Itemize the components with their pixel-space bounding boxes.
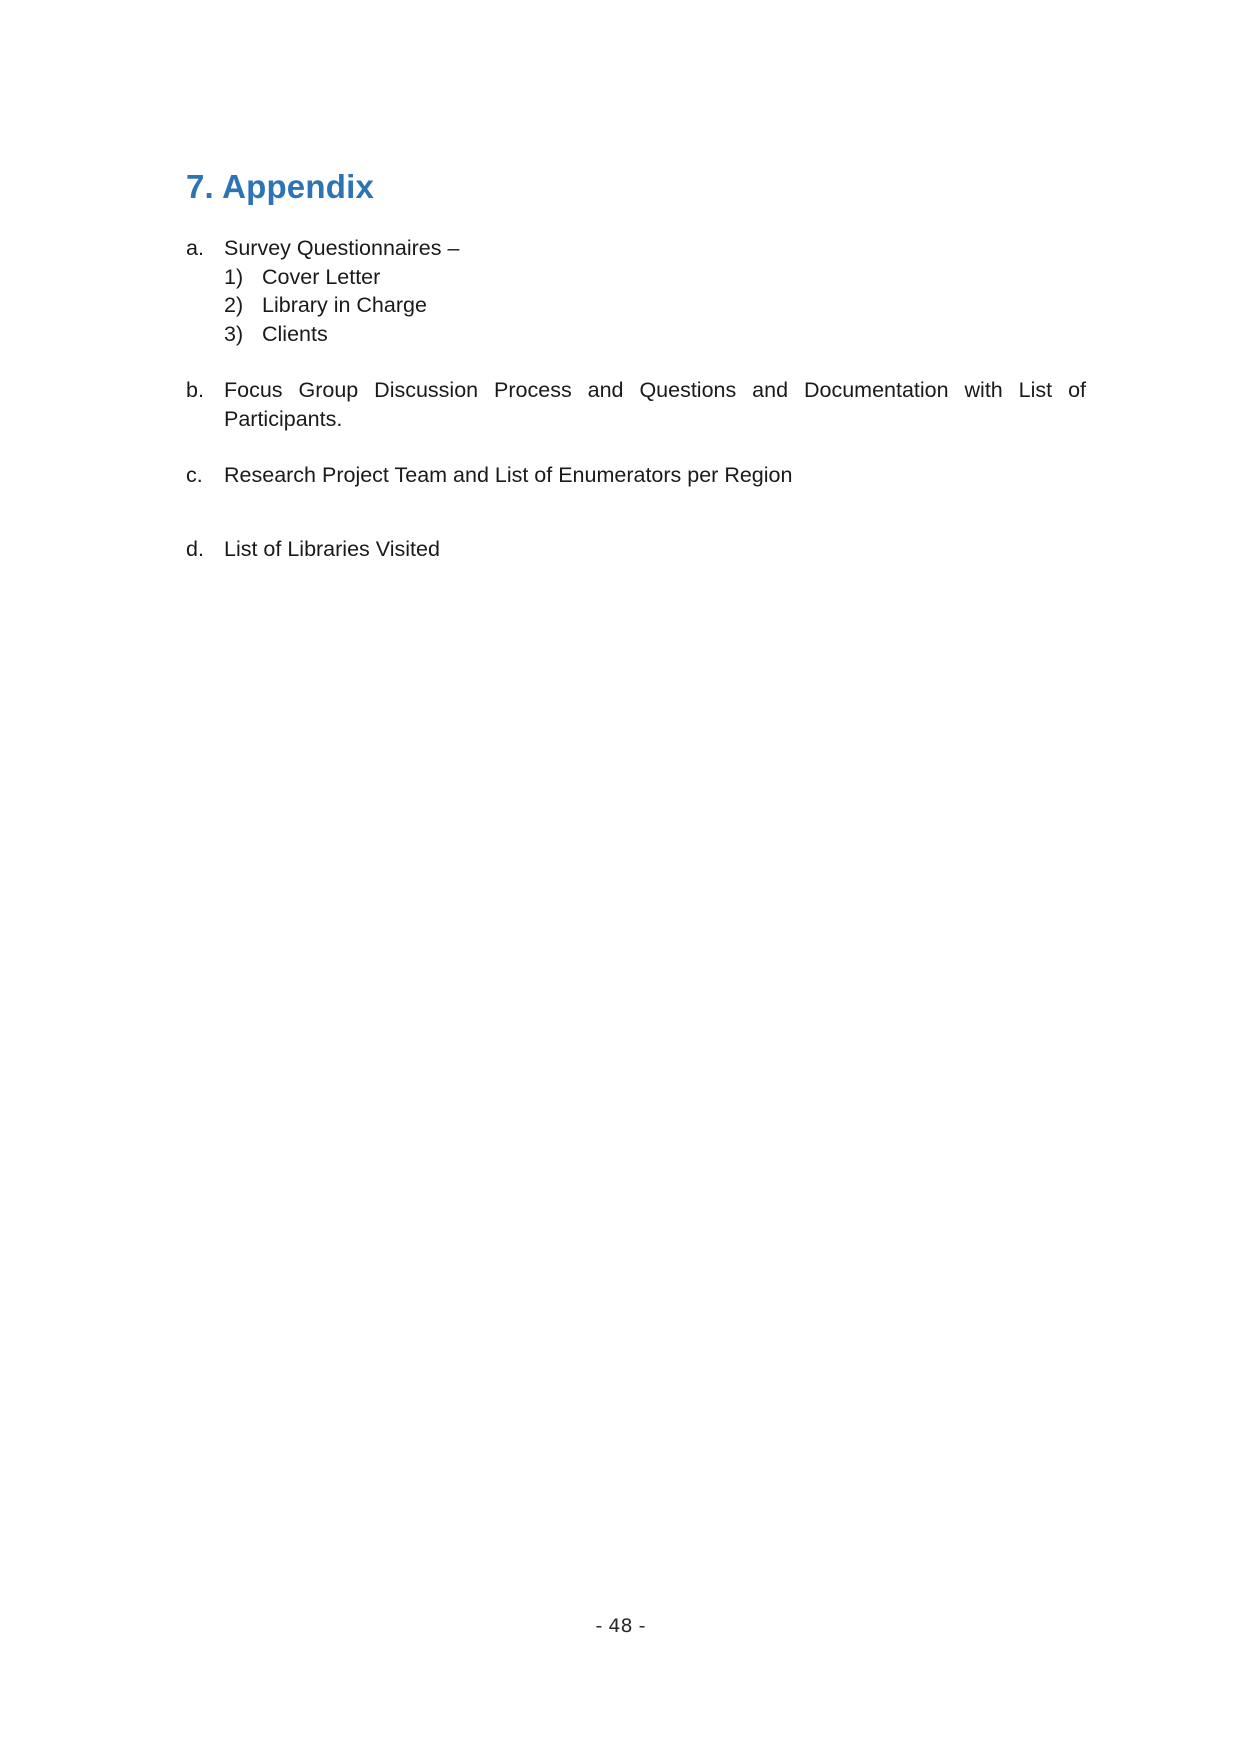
appendix-item-text: List of Libraries Visited [224, 536, 440, 561]
questionnaire-sublist [224, 263, 1086, 349]
sublist-item-text: Library in Charge [262, 293, 427, 317]
sublist-item-text: Clients [262, 321, 328, 346]
appendix-item-a [186, 234, 1086, 348]
section-heading: 7. Appendix [186, 168, 375, 206]
appendix-item-text: Focus Group Discussion Process and Questions and Documentation with List of Participants. [224, 378, 1086, 431]
appendix-item-b [186, 376, 1086, 433]
appendix-item-c [186, 461, 1086, 490]
appendix-list [186, 234, 1086, 563]
page-number: - 48 - [595, 1615, 646, 1637]
appendix-item-d [186, 535, 1086, 564]
sublist-item-text: Cover Letter [262, 264, 381, 289]
sublist-marker: 3) [224, 321, 244, 346]
appendix-item-text: Research Project Team and List of Enumerators per Region [224, 463, 793, 487]
sublist-marker: 1) [224, 264, 244, 289]
list-marker: c. [186, 463, 203, 487]
sublist-marker: 2) [224, 293, 244, 317]
sublist-item-library-in-charge [224, 291, 1086, 320]
list-marker: b. [186, 378, 204, 402]
list-marker: d. [186, 536, 204, 561]
appendix-item-text: Survey Questionnaires – [224, 236, 460, 260]
list-marker: a. [186, 236, 204, 260]
sublist-item-clients [224, 320, 1086, 349]
sublist-item-cover-letter [224, 263, 1086, 292]
